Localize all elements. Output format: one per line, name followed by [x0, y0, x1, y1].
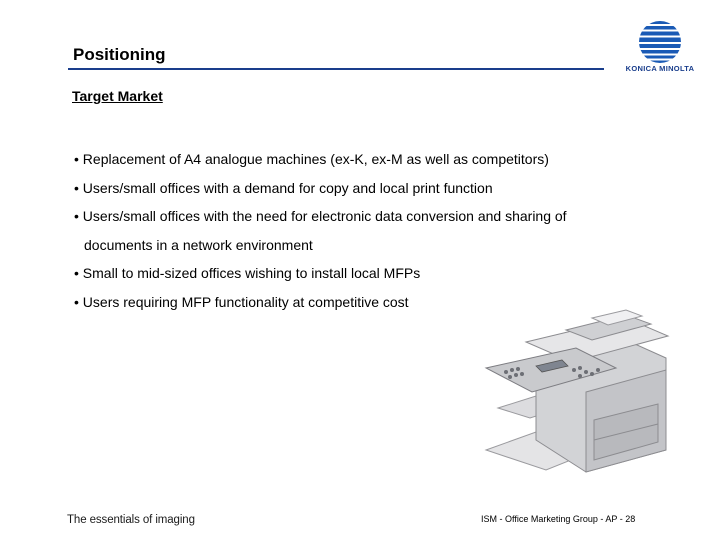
list-item: • Users/small offices with the need for electronic data conversion and sharing of documents in a network environment: [74, 202, 674, 259]
konica-minolta-globe-icon: [612, 20, 708, 64]
mfp-printer-image: [476, 300, 676, 480]
logo-wordmark: KONICA MINOLTA: [625, 64, 695, 73]
section-subtitle: Target Market: [72, 88, 163, 104]
list-item: • Users/small offices with a demand for copy and local print function: [74, 179, 493, 196]
list-item: • Users requiring MFP functionality at competitive cost: [74, 293, 409, 310]
bullet-list: [74, 145, 674, 316]
footer-page-info: ISM - Office Marketing Group - AP - 28: [481, 514, 636, 524]
page-title: Positioning: [73, 45, 166, 64]
footer-tagline: The essentials of imaging: [67, 514, 195, 526]
list-item-continuation: documents in a network environment: [84, 236, 313, 253]
list-item: • Small to mid-sized offices wishing to install local MFPs: [74, 265, 421, 281]
konica-minolta-logo: [612, 20, 708, 76]
list-item: • Replacement of A4 analogue machines (ex-K, ex-M as well as competitors): [74, 151, 549, 167]
title-divider: [68, 68, 604, 70]
